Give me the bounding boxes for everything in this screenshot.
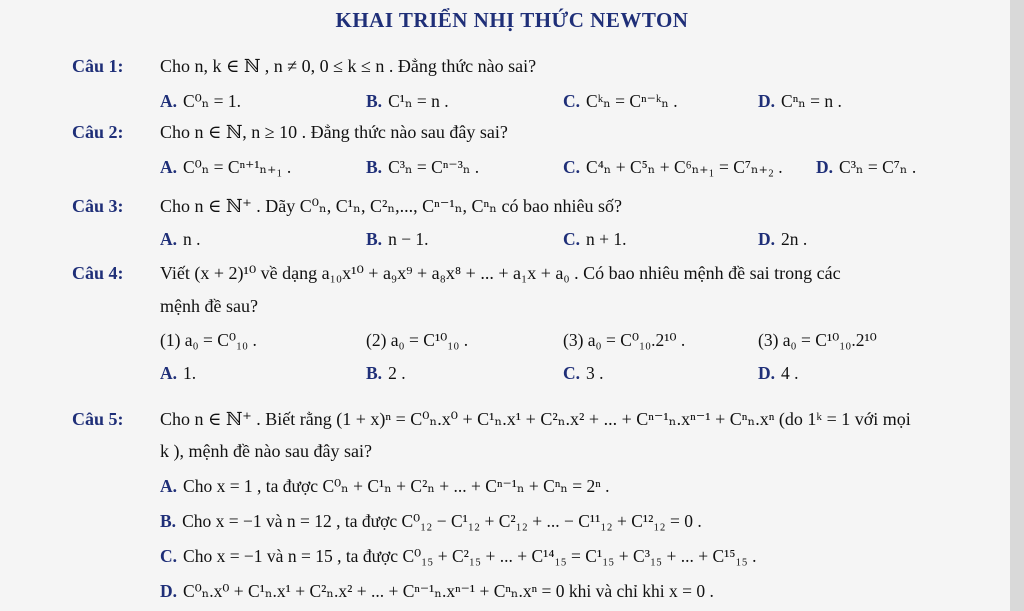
q4-option-d[interactable] <box>758 363 799 384</box>
q4-statement-3-num: (3) <box>563 330 584 350</box>
q4-statement-4-num: (3) <box>758 330 779 350</box>
q5-option-a-letter: A. <box>160 476 178 496</box>
q3-option-d-text: 2n . <box>781 229 808 249</box>
q4-statement-4 <box>758 330 877 351</box>
q5-option-a[interactable] <box>160 476 610 497</box>
q1-option-c-letter: C. <box>563 91 581 111</box>
q1-option-b-letter: B. <box>366 91 383 111</box>
q4-option-a-text: 1. <box>183 363 197 383</box>
q1-option-a-letter: A. <box>160 91 178 111</box>
question-5-text-line-1: Cho n ∈ ℕ⁺ . Biết rằng (1 + x)ⁿ = C⁰ₙ.x⁰ + C¹ₙ.x¹ + C²ₙ.x² + ... + Cⁿ⁻¹ₙ.xⁿ⁻¹ + Cⁿₙ.xⁿ (do 1ᵏ = 1 với mọi <box>160 409 911 429</box>
q5-option-d[interactable] <box>160 581 714 602</box>
q4-option-a-letter: A. <box>160 363 178 383</box>
q2-option-d[interactable] <box>816 157 916 178</box>
q4-option-c[interactable] <box>563 363 604 384</box>
q1-option-a-text: C⁰ₙ = 1. <box>183 91 242 111</box>
page-title: KHAI TRIỂN NHỊ THỨC NEWTON <box>335 8 689 32</box>
q1-option-b-text: C¹ₙ = n . <box>388 91 449 111</box>
q2-option-d-text: C³ₙ = C⁷ₙ . <box>839 157 917 177</box>
q2-option-b-letter: B. <box>366 157 383 177</box>
q5-option-d-letter: D. <box>160 581 178 601</box>
q5-option-b[interactable] <box>160 511 702 532</box>
q5-option-c-text: Cho x = −1 và n = 15 , ta được C⁰₁₅ + C²₁₅ + ... + C¹⁴₁₅ = C¹₁₅ + C³₁₅ + ... + C¹⁵₁₅ . <box>183 546 757 566</box>
q4-option-d-letter: D. <box>758 363 776 383</box>
q4-option-c-text: 3 . <box>586 363 604 383</box>
q1-option-b[interactable] <box>366 91 449 112</box>
q4-option-d-text: 4 . <box>781 363 799 383</box>
q4-statement-3-text: a₀ = C⁰₁₀.2¹⁰ . <box>587 330 686 350</box>
q2-option-a-letter: A. <box>160 157 178 177</box>
page-edge-bar <box>1010 0 1024 611</box>
question-5-label: Câu 5: <box>72 409 124 429</box>
q1-option-c[interactable] <box>563 91 678 112</box>
question-3-text: Cho n ∈ ℕ⁺ . Dãy C⁰ₙ, C¹ₙ, C²ₙ,..., Cⁿ⁻¹ₙ, Cⁿₙ có bao nhiêu số? <box>160 196 622 216</box>
question-1-text: Cho n, k ∈ ℕ , n ≠ 0, 0 ≤ k ≤ n . Đẳng thức nào sai? <box>160 56 537 76</box>
q2-option-a[interactable] <box>160 157 291 178</box>
question-4-label: Câu 4: <box>72 263 124 283</box>
q4-option-b-text: 2 . <box>388 363 406 383</box>
q4-statement-2-text: a₀ = C¹⁰₁₀ . <box>390 330 469 350</box>
question-5-text-line-2: k ), mệnh đề nào sau đây sai? <box>160 441 372 461</box>
question-1-label: Câu 1: <box>72 56 124 76</box>
q3-option-b[interactable] <box>366 229 429 250</box>
q3-option-d-letter: D. <box>758 229 776 249</box>
q4-statement-2-num: (2) <box>366 330 387 350</box>
q2-option-c-letter: C. <box>563 157 581 177</box>
q5-option-d-text: C⁰ₙ.x⁰ + C¹ₙ.x¹ + C²ₙ.x² + ... + Cⁿ⁻¹ₙ.xⁿ⁻¹ + Cⁿₙ.xⁿ = 0 khi và chỉ khi x = 0 . <box>183 581 714 601</box>
q4-option-b[interactable] <box>366 363 406 384</box>
q3-option-a-text: n . <box>183 229 201 249</box>
q4-statement-2 <box>366 330 468 351</box>
question-3-label: Câu 3: <box>72 196 124 216</box>
q4-statement-3 <box>563 330 685 351</box>
q5-option-c[interactable] <box>160 546 756 567</box>
q3-option-b-text: n − 1. <box>388 229 429 249</box>
q4-statement-1-text: a₀ = C⁰₁₀ . <box>184 330 257 350</box>
q1-option-c-text: Cᵏₙ = Cⁿ⁻ᵏₙ . <box>586 91 678 111</box>
q4-option-c-letter: C. <box>563 363 581 383</box>
q2-option-b[interactable] <box>366 157 479 178</box>
question-2-text: Cho n ∈ ℕ, n ≥ 10 . Đẳng thức nào sau đây sai? <box>160 122 508 142</box>
q1-option-d[interactable] <box>758 91 842 112</box>
q3-option-c-text: n + 1. <box>586 229 627 249</box>
q2-option-c-text: C⁴ₙ + C⁵ₙ + C⁶ₙ₊₁ = C⁷ₙ₊₂ . <box>586 157 783 177</box>
q2-option-c[interactable] <box>563 157 783 178</box>
question-4-text-line-2: mệnh đề sau? <box>160 296 258 316</box>
q5-option-a-text: Cho x = 1 , ta được C⁰ₙ + C¹ₙ + C²ₙ + ... + Cⁿ⁻¹ₙ + Cⁿₙ = 2ⁿ . <box>183 476 610 496</box>
q1-option-a[interactable] <box>160 91 241 112</box>
q4-option-b-letter: B. <box>366 363 383 383</box>
question-2-label: Câu 2: <box>72 122 124 142</box>
q1-option-d-letter: D. <box>758 91 776 111</box>
question-4-text-line-1: Viết (x + 2)¹⁰ về dạng a₁₀x¹⁰ + a₉x⁹ + a₈x⁸ + ... + a₁x + a₀ . Có bao nhiêu mệnh đề sai trong các <box>160 263 841 283</box>
q3-option-a[interactable] <box>160 229 201 250</box>
q3-option-a-letter: A. <box>160 229 178 249</box>
q2-option-d-letter: D. <box>816 157 834 177</box>
q4-statement-4-text: a₀ = C¹⁰₁₀.2¹⁰ <box>782 330 877 350</box>
q5-option-b-letter: B. <box>160 511 177 531</box>
q3-option-c[interactable] <box>563 229 627 250</box>
q4-statement-1 <box>160 330 257 351</box>
q4-option-a[interactable] <box>160 363 196 384</box>
q3-option-c-letter: C. <box>563 229 581 249</box>
q2-option-b-text: C³ₙ = Cⁿ⁻³ₙ . <box>388 157 480 177</box>
q5-option-b-text: Cho x = −1 và n = 12 , ta được C⁰₁₂ − C¹₁₂ + C²₁₂ + ... − C¹¹₁₂ + C¹²₁₂ = 0 . <box>182 511 702 531</box>
q3-option-d[interactable] <box>758 229 807 250</box>
q2-option-a-text: C⁰ₙ = Cⁿ⁺¹ₙ₊₁ . <box>183 157 292 177</box>
q1-option-d-text: Cⁿₙ = n . <box>781 91 842 111</box>
q4-statement-1-num: (1) <box>160 330 181 350</box>
q5-option-c-letter: C. <box>160 546 178 566</box>
q3-option-b-letter: B. <box>366 229 383 249</box>
